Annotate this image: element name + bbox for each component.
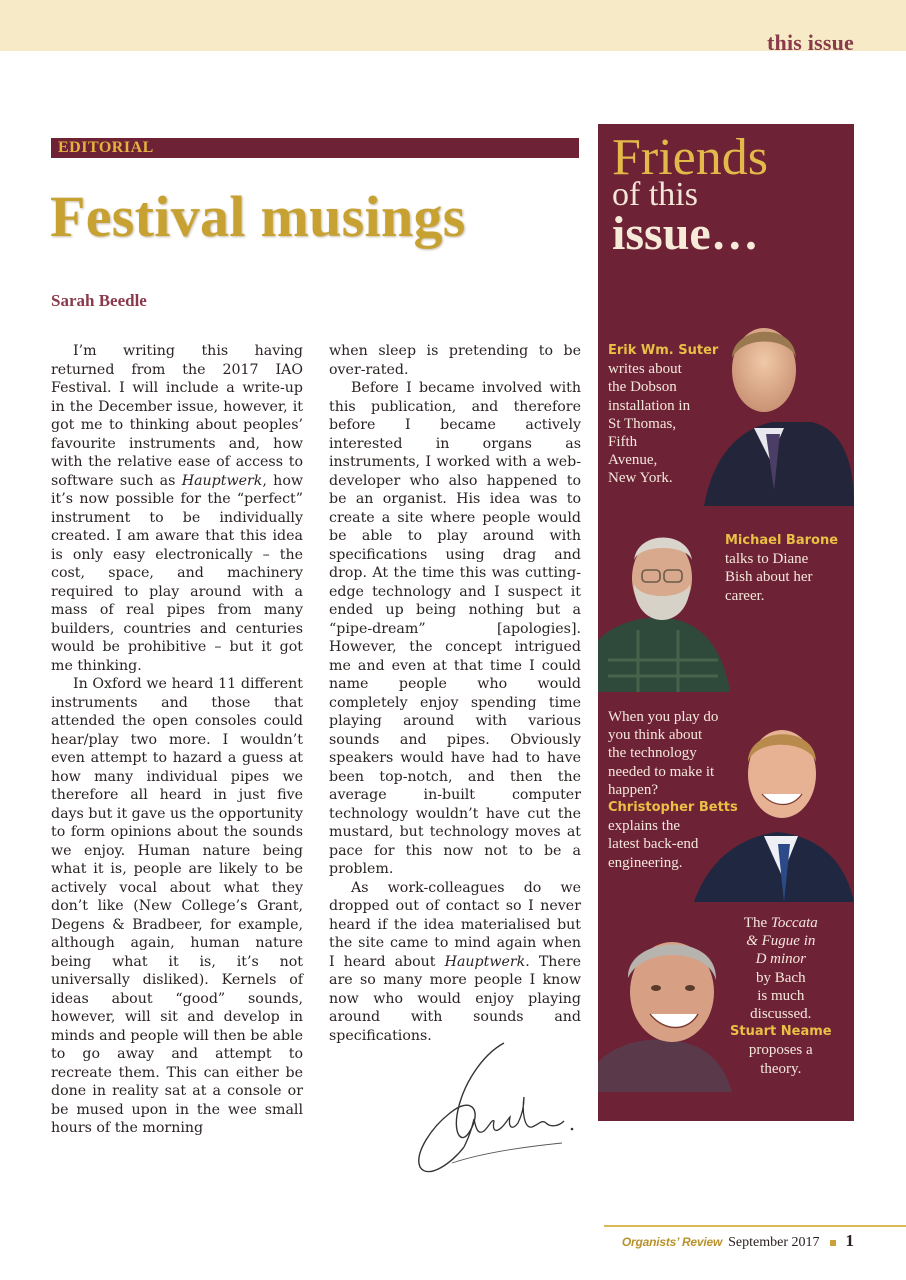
article-column-1	[51, 342, 303, 1138]
software-name: Hauptwerk	[444, 953, 526, 970]
friend-line: engineering.	[608, 854, 683, 871]
friend-line: New York.	[608, 470, 673, 487]
friend-line-italic: Toccata	[770, 915, 818, 931]
friend-line: latest back-end	[608, 836, 699, 853]
friend-line: When you play do	[608, 709, 719, 725]
friend-line: Bish about her	[725, 569, 813, 586]
friend-line: discussed.	[750, 1006, 812, 1023]
author-byline: Sarah Beedle	[51, 291, 147, 310]
friend-name: Christopher Betts	[608, 800, 738, 816]
paragraph: Before I became involved with this publication, and therefore before I became actively interested in organs as instruments, I worked with a web-developer who also happened to be an organist. His idea was to create a site where people would be able to play around with specifications using drag and drop. At the time this was cutting-edge technology and I suspect it ended up being nothing but a “pipe-dream” [apologies]. However, the concept intrigued me and even at that time I could name people who would completely enjoy spending time playing around with various sounds and pipes. Obviously speakers would have had to have been top-notch, and then the average in-built computer technology wouldn’t have cut the mustard, but technology moves at pace for this now not to be a problem.	[329, 380, 581, 877]
friend-line: needed to make it	[608, 763, 715, 780]
portrait-michael-barone	[598, 520, 730, 692]
friend-line: Fifth	[608, 434, 638, 451]
friend-line	[730, 914, 832, 932]
friend-line: installation in	[608, 397, 691, 414]
friend-line-italic: D minor	[755, 951, 806, 968]
friend-line: career.	[725, 587, 765, 604]
friend-line: you think about	[608, 727, 703, 744]
friend-line: Avenue,	[608, 452, 658, 469]
issue-date: September 2017	[728, 1235, 820, 1250]
square-bullet-icon	[830, 1240, 836, 1246]
article-title: Festival musings	[50, 184, 466, 249]
software-name: Hauptwerk	[181, 472, 263, 489]
friend-line: proposes a	[748, 1042, 813, 1059]
paragraph: I’m writing this having returned from the 2017 IAO Festival. I will include a write-up in the December issue, however, it got me to thinking about peoples’ favourite instruments and, how with the relative ease of access to software such as Hauptwerk, how it’s now possible for the “perfect” instrument to be individually created. I am aware that this idea is only easy electronically – the cost, space, and machinery required to play around with a mass of real pipes from many builders, countries and centuries would be prohibitive – but it got me thinking.	[51, 343, 304, 674]
kicker-bar	[51, 138, 579, 158]
article-column-2	[329, 342, 581, 1045]
magazine-name: Organists’ Review	[621, 1235, 723, 1249]
sidebar-title-issue: issue…	[612, 207, 759, 260]
friend-blurb-4	[730, 914, 832, 1078]
friend-line: is much	[757, 987, 805, 1004]
page-number: 1	[845, 1231, 854, 1250]
friend-line	[730, 950, 832, 968]
paragraph: In Oxford we heard 11 different instruments and those that attended the open consoles could hear/play two more. I wouldn’t even attempt to hazard a guess at how many individual pipes we therefore all heard in just five days but it gave us the opportunity to form opinions about the sounds we enjoy. Human nature being what it is, people are likely to be actively vocal about what they don’t like (New College’s Grant, Degens & Bradbeer, for example, although again, human nature being what it is, it’s not universally disliked). Kernels of ideas about “good” sounds, however, will sit and develop in minds and people will then be able to go away and attempt to recreate them. This can either be done in reality sat at a console or be mused upon in the wee small hours of the morning	[51, 676, 303, 1136]
friend-blurb-1	[608, 342, 718, 488]
friends-sidebar	[598, 124, 854, 1121]
paragraph: when sleep is pretending to be over-rated.	[329, 343, 581, 378]
sidebar-title: Friends	[612, 129, 768, 186]
friend-line: by Bach	[756, 969, 806, 986]
friend-blurb-2	[725, 532, 838, 605]
friend-line: the technology	[608, 745, 697, 762]
friend-line-italic: & Fugue in	[746, 933, 816, 950]
friend-line: explains the	[608, 818, 681, 835]
friend-name: Erik Wm. Suter	[608, 343, 719, 358]
friend-line: St Thomas,	[608, 415, 677, 432]
friend-name: Stuart Neame	[730, 1024, 832, 1040]
section-label: this issue	[767, 30, 854, 55]
signature-image	[412, 1035, 582, 1180]
portrait-stuart-neame	[598, 922, 736, 1092]
paragraph: As work-colleagues do we dropped out of contact so I never heard if the idea materialised but the site came to mind again when I heard about Hauptwerk. There are so many more people I know now who would enjoy playing around with sounds and specifications.	[329, 879, 581, 1044]
kicker-label: EDITORIAL	[58, 139, 154, 156]
friend-line: happen?	[608, 781, 658, 798]
sidebar-subtitle: of this	[612, 176, 698, 213]
friend-line	[730, 932, 832, 950]
friend-line: writes about	[608, 361, 682, 378]
friend-name: Michael Barone	[725, 533, 839, 548]
friend-blurb-3	[608, 708, 738, 872]
page-footer	[622, 1231, 854, 1251]
friend-line: the Dobson	[608, 379, 677, 396]
footer-rule	[604, 1225, 906, 1227]
friend-line-part: The	[743, 915, 771, 931]
friend-line: talks to Diane	[725, 551, 809, 568]
friend-line: theory.	[760, 1060, 802, 1077]
